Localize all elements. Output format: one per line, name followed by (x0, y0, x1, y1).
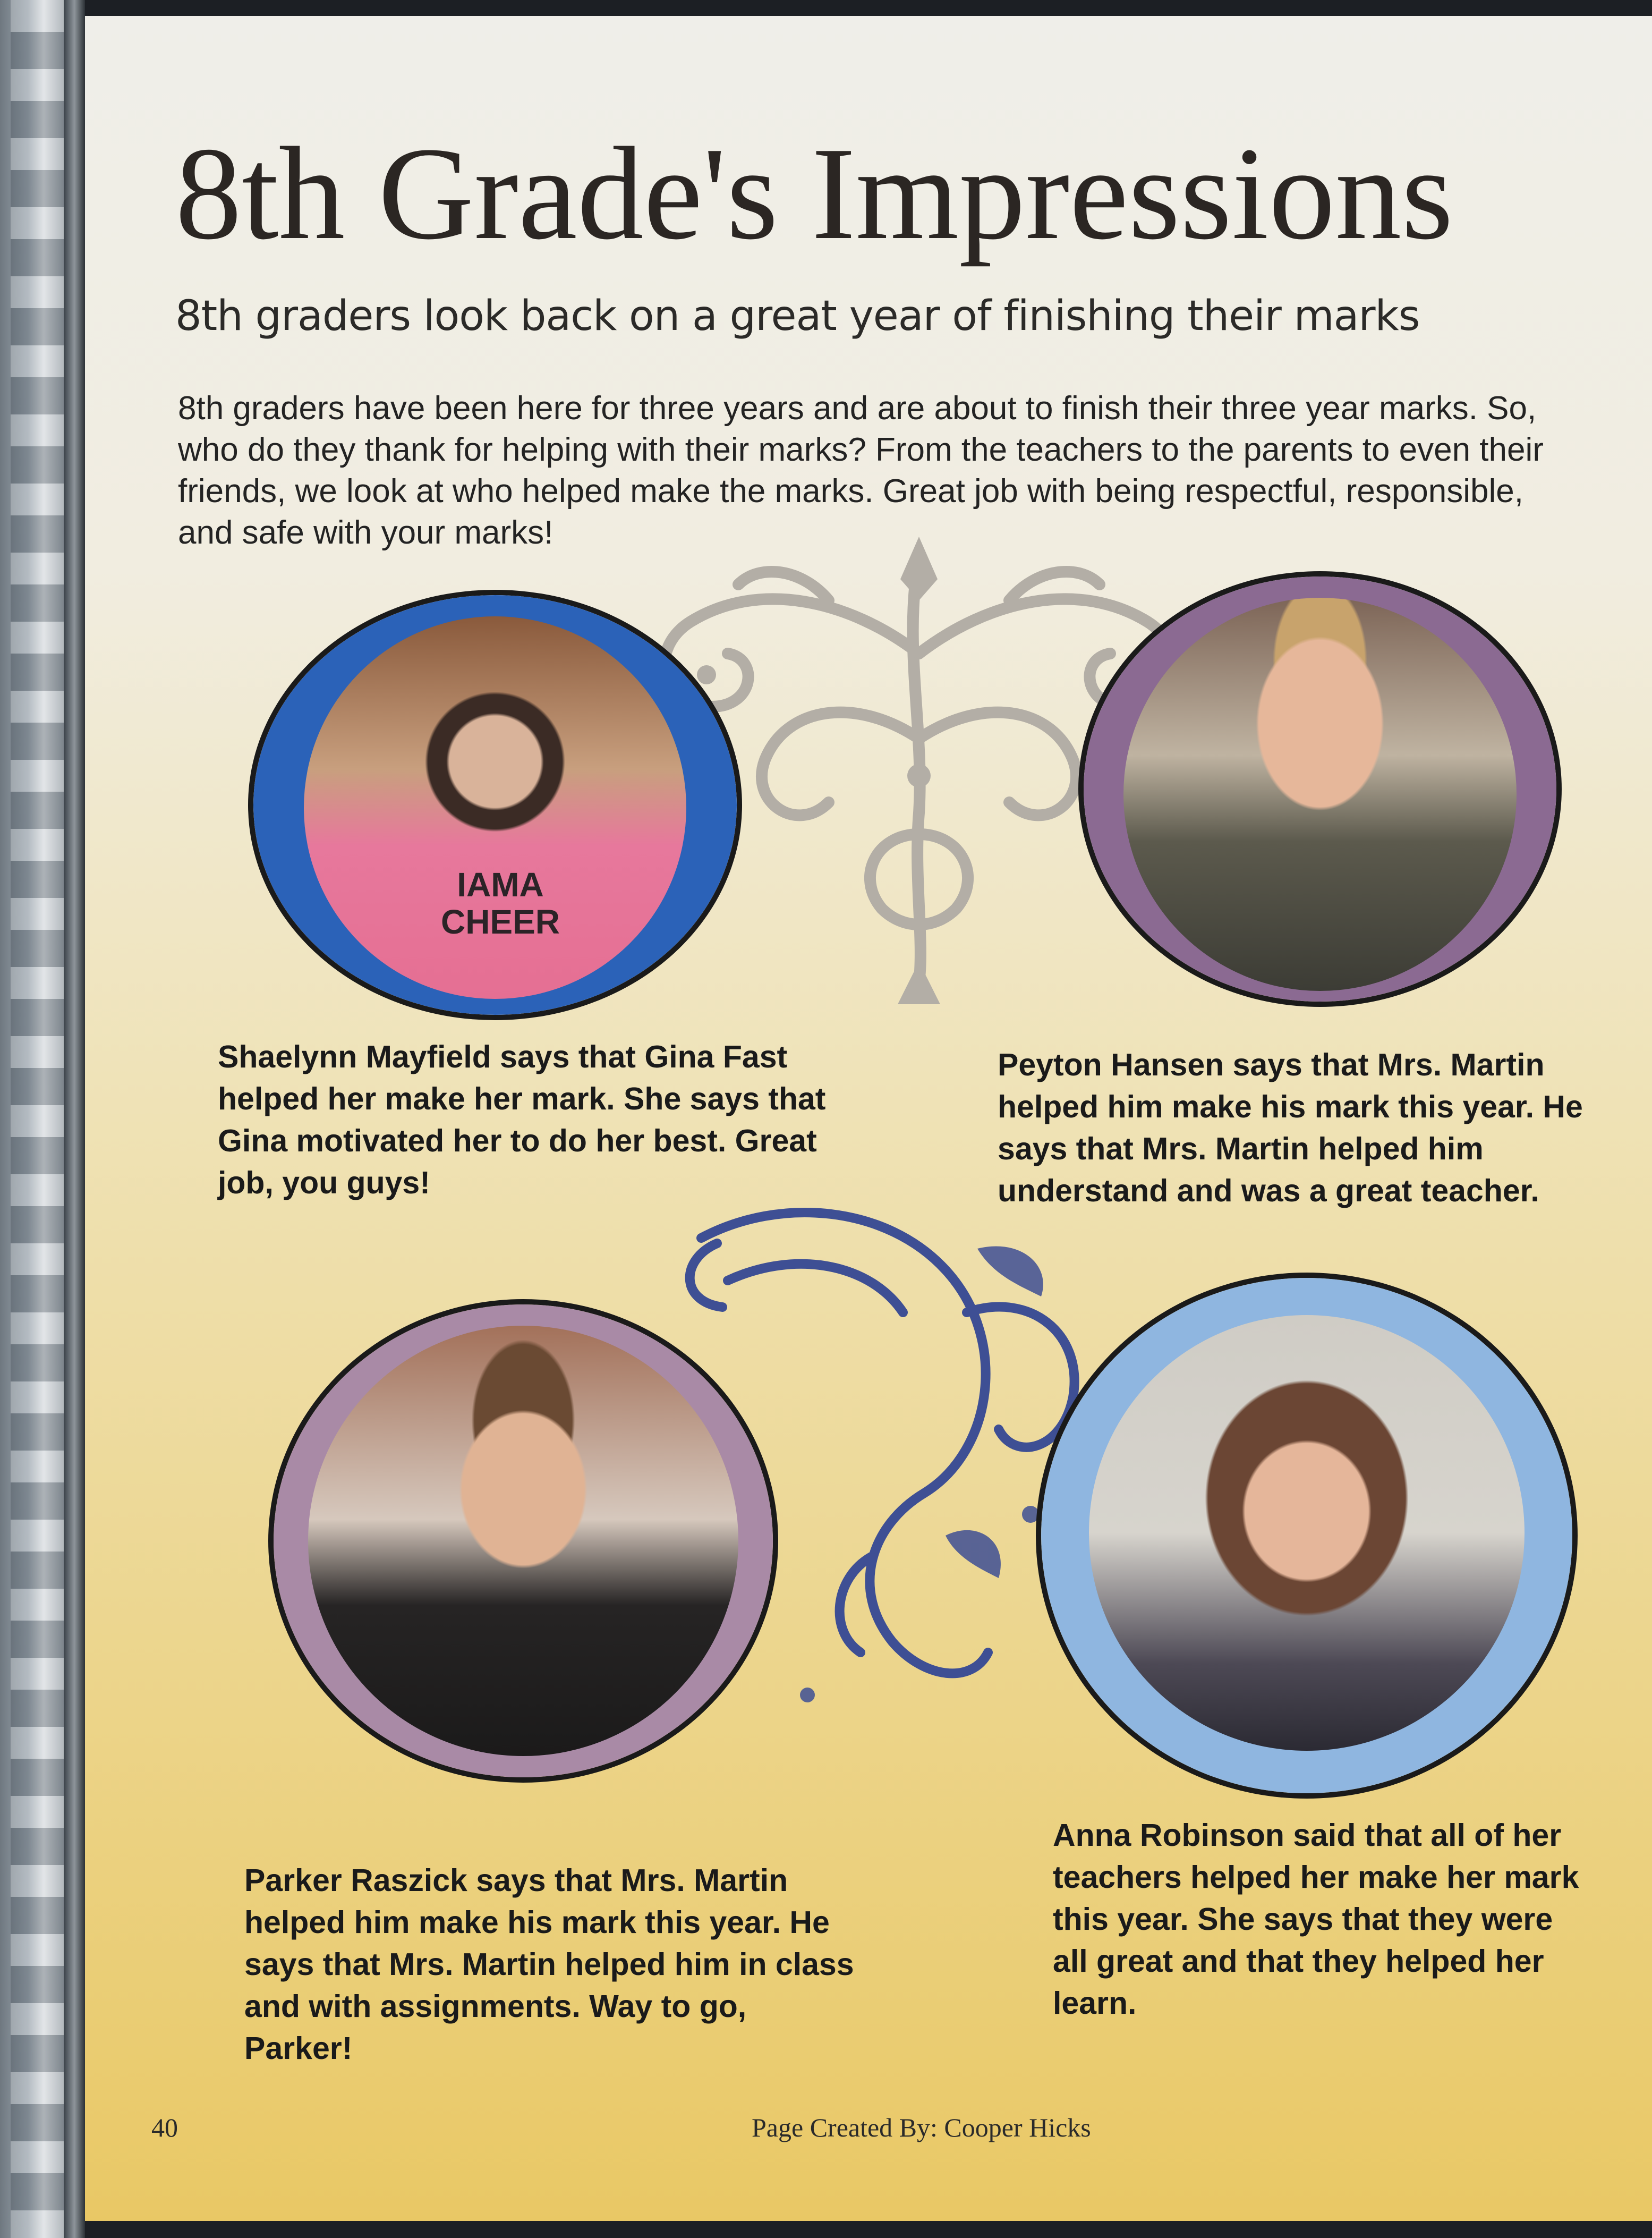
caption-shaelynn: Shaelynn Mayfield says that Gina Fast helped her make her mark. She says that Gina motivated her to do her best. Great job, you guys! (218, 1039, 826, 1200)
binding-edge (64, 0, 85, 2238)
yearbook-page (85, 16, 1652, 2221)
caption-anna: Anna Robinson said that all of her teachers helped her make her mark this year. She says that they were all great and that they helped her learn. (1053, 1818, 1579, 2021)
page-subtitle: 8th graders look back on a great year of finishing their marks (175, 292, 1420, 340)
profile-photo-peyton (1078, 571, 1562, 1007)
page-number: 40 (151, 2113, 178, 2142)
page-credit: Page Created By: Cooper Hicks (752, 2113, 1091, 2142)
page-title: 8th Grade's Impressions (175, 120, 1453, 267)
spine-pattern (11, 0, 69, 2238)
profile-photo-anna (1036, 1273, 1578, 1799)
shirt-text: IAMA CHEER (440, 866, 560, 941)
photo-image-shaelynn (304, 616, 686, 999)
photo-image-anna (1089, 1315, 1525, 1751)
profile-photo-shaelynn (248, 590, 742, 1020)
photo-image-peyton (1123, 598, 1517, 991)
photo-image-parker (308, 1326, 738, 1756)
caption-peyton: Peyton Hansen says that Mrs. Martin helped him make his mark this year. He says that Mrs. Martin helped him understand and was a great teacher. (998, 1047, 1583, 1208)
profile-photo-parker (268, 1299, 778, 1783)
caption-parker: Parker Raszick says that Mrs. Martin helped him make his mark this year. He says that Mrs. Martin helped him in class and with assignments. Way to go, Parker! (244, 1863, 854, 2066)
intro-paragraph: 8th graders have been here for three years and are about to finish their three year marks. So, who do they thank for helping with their marks? From the teachers to the parents to even their friends, we look at who helped make the marks. Great job with being respectful, responsible, and safe with your marks! (178, 390, 1544, 551)
